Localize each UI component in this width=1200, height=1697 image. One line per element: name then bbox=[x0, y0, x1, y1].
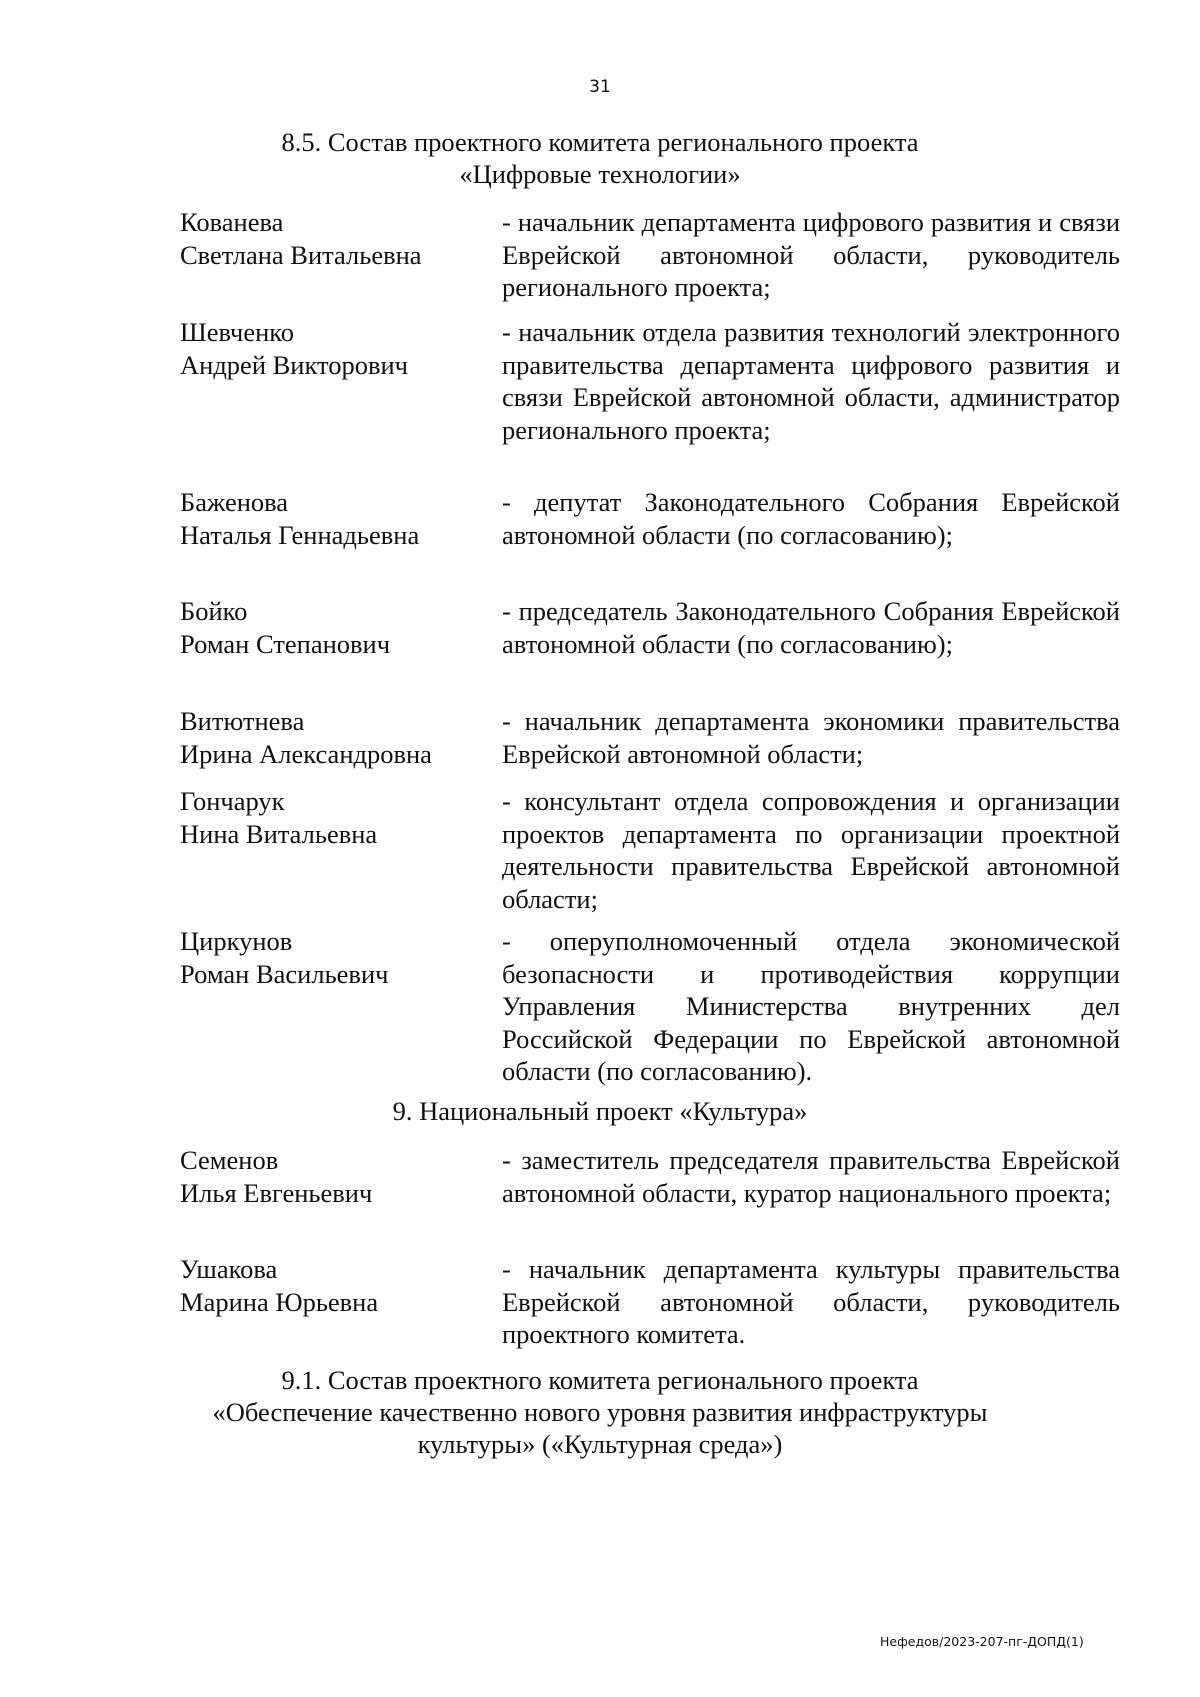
section-9-1-heading-line2: «Обеспечение качественно нового уровня развития инфраструктуры bbox=[212, 1397, 988, 1427]
section-9-1-heading bbox=[160, 1364, 1040, 1460]
member-given-names: Светлана Витальевна bbox=[180, 239, 422, 270]
member-given-names: Ирина Александровна bbox=[180, 738, 432, 769]
page-number: 31 bbox=[589, 77, 611, 97]
section-8-5-heading-line1: 8.5. Состав проектного комитета регионального проекта bbox=[281, 127, 919, 157]
member-surname: Шевченко bbox=[180, 317, 295, 347]
document-footer-code: Нефедов/2023-207-пг-ДОПД(1) bbox=[880, 1634, 1084, 1649]
member-surname: Витютнева bbox=[180, 706, 305, 736]
member-name bbox=[180, 486, 490, 551]
member-role: - начальник департамента экономики правительства Еврейской автономной области; bbox=[502, 706, 1120, 769]
member-surname: Циркунов bbox=[180, 926, 293, 956]
section-8-5-heading bbox=[160, 126, 1040, 190]
member-surname: Ушакова bbox=[180, 1254, 278, 1284]
member-surname: Кованева bbox=[180, 207, 284, 237]
member-name bbox=[180, 316, 490, 381]
member-surname: Бойко bbox=[180, 596, 248, 626]
member-given-names: Роман Васильевич bbox=[180, 958, 389, 989]
member-surname: Семенов bbox=[180, 1145, 279, 1175]
section-9-1-heading-line1: 9.1. Состав проектного комитета регионального проекта bbox=[281, 1365, 919, 1395]
member-given-names: Нина Витальевна bbox=[180, 818, 378, 849]
member-given-names: Наталья Геннадьевна bbox=[180, 519, 420, 550]
member-given-names: Илья Евгеньевич bbox=[180, 1177, 373, 1208]
member-surname: Гончарук bbox=[180, 786, 285, 816]
member-given-names: Андрей Викторович bbox=[180, 349, 409, 380]
member-name bbox=[180, 785, 490, 850]
section-9-heading bbox=[160, 1095, 1040, 1127]
member-role: - начальник департамента цифрового развития и связи Еврейской автономной области, руководитель регионального проекта; bbox=[502, 207, 1120, 302]
member-surname: Баженова bbox=[180, 487, 289, 517]
member-name bbox=[180, 705, 490, 770]
member-given-names: Роман Степанович bbox=[180, 628, 391, 659]
section-9-heading-line: 9. Национальный проект «Культура» bbox=[392, 1096, 808, 1126]
section-8-5-heading-line2: «Цифровые технологии» bbox=[459, 159, 741, 189]
member-role: - консультант отдела сопровождения и организации проектов департамента по организации проектной деятельности правительства Еврейской автономной области; bbox=[502, 786, 1120, 914]
member-role: - депутат Законодательного Собрания Еврейской автономной области (по согласованию); bbox=[502, 487, 1120, 550]
member-name bbox=[180, 206, 490, 271]
member-role: - председатель Законодательного Собрания Еврейской автономной области (по согласованию); bbox=[502, 596, 1120, 659]
member-role: - заместитель председателя правительства Еврейской автономной области, куратор национального проекта; bbox=[502, 1145, 1120, 1208]
member-given-names: Марина Юрьевна bbox=[180, 1286, 379, 1317]
member-role: - оперуполномоченный отдела экономической безопасности и противодействия коррупции Управления Министерства внутренних дел Российской Федерации по Еврейской автономной области (по согласованию). bbox=[502, 926, 1120, 1086]
member-role: - начальник отдела развития технологий электронного правительства департамента цифрового развития и связи Еврейской автономной области, администратор регионального проекта; bbox=[502, 317, 1120, 445]
member-name bbox=[180, 595, 490, 660]
member-role: - начальник департамента культуры правительства Еврейской автономной области, руководитель проектного комитета. bbox=[502, 1254, 1120, 1349]
member-name bbox=[180, 925, 490, 990]
member-name bbox=[180, 1253, 490, 1318]
member-name bbox=[180, 1144, 490, 1209]
section-9-1-heading-line3: культуры» («Культурная среда») bbox=[417, 1429, 783, 1459]
